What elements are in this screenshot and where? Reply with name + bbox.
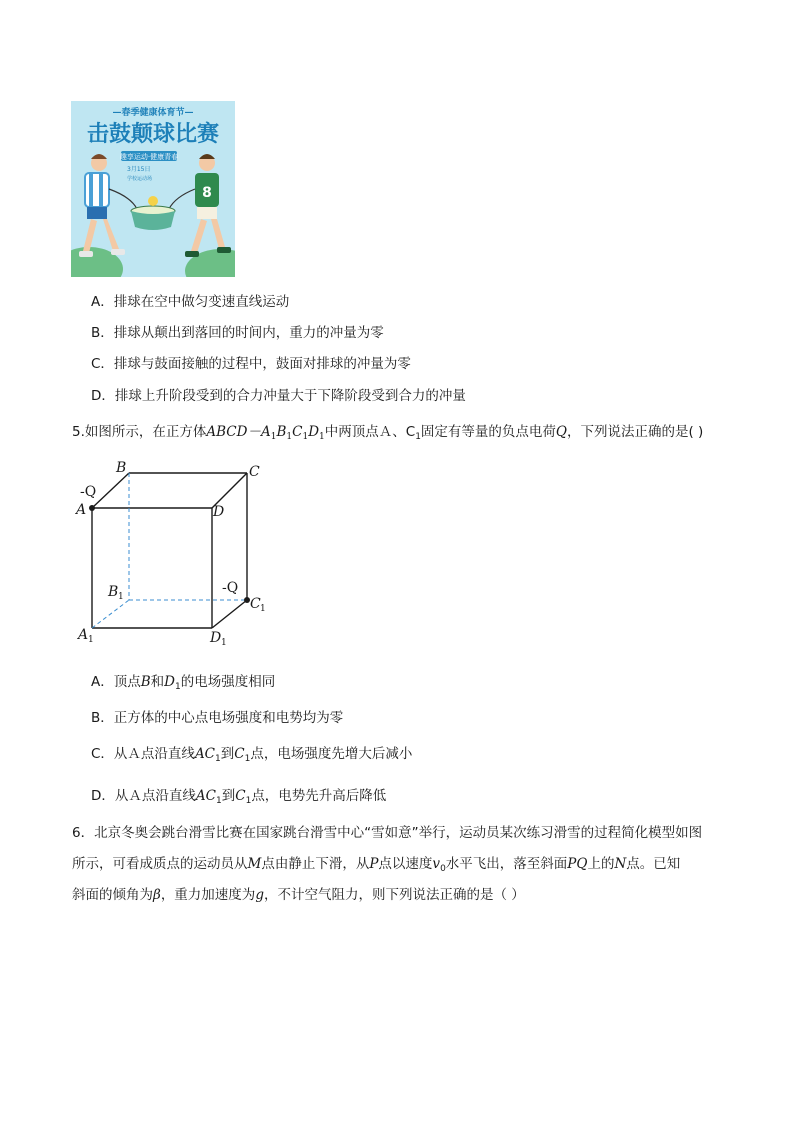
vertex-label-B1: B [108, 584, 119, 600]
jersey-number: 8 [202, 185, 212, 201]
q5-stem-text-d: ，下列说法正确的是( ) [567, 424, 704, 440]
vertex-label-C1-sub: 1 [260, 604, 266, 614]
poster-subtitle: —春季健康体育节— [112, 108, 194, 118]
charge-point-A [89, 505, 95, 511]
vertex-label-B: B [116, 460, 127, 476]
vertex-label-A1: A [78, 627, 89, 643]
edge-AB [92, 473, 129, 508]
q5-option-c: C．从Ａ点沿直线$AC_1$到$C_1$点，电场强度先增大后减小 [91, 746, 413, 764]
q6-line-1: 6．北京冬奥会跳台滑雪比赛在国家跳台滑雪中心“雪如意”举行，运动员某次练习滑雪的过程简化模型如图 [72, 825, 703, 841]
q5-stem-text-c: 固定有等量的负点电荷 [420, 424, 556, 440]
q4-option-a: A．排球在空中做匀变速直线运动 [91, 294, 290, 310]
charge-label-A: -Q [80, 484, 97, 500]
q5-stem-text-a: 5.如图所示，在正方体 [72, 424, 207, 440]
volleyball [148, 196, 158, 206]
q6-line-2: 所示，可看成质点的运动员从M点由静止下滑，从P点以速度$v_0$水平飞出，落至斜面PQ上的N点。已知 [72, 856, 681, 874]
q5-option-b: B．正方体的中心点电场强度和电势均为零 [91, 710, 344, 726]
poster-date: 3月15日 [127, 166, 151, 173]
vertex-label-C1: C [250, 596, 261, 612]
cube-diagram [72, 456, 272, 651]
q5-stem-q: Q [555, 424, 567, 440]
sports-poster-image [71, 101, 235, 277]
q5-option-d: D．从Ａ点沿直线$AC_1$到$C_1$点，电势先升高后降低 [91, 788, 387, 806]
q4-option-c: C．排球与鼓面接触的过程中，鼓面对排球的冲量为零 [91, 356, 411, 372]
poster-tagline: 趣享运动·健康青春 [119, 153, 179, 161]
q6-line-3: 斜面的倾角为β，重力加速度为g，不计空气阻力，则下列说法正确的是（ ） [72, 887, 525, 903]
q5-stem-cube: $ABCD-A_1B_1C_1D_1$ [206, 424, 325, 442]
poster-title: 击鼓颠球比赛 [86, 122, 220, 147]
poster-venue: 学校运动场 [127, 176, 153, 182]
vertex-label-D1: D [210, 630, 222, 646]
q5-stem-text-b: 中两顶点Ａ、C [324, 424, 416, 440]
vertex-label-A1-sub: 1 [88, 635, 94, 645]
q4-option-d: D．排球上升阶段受到的合力冲量大于下降阶段受到合力的冲量 [91, 388, 466, 404]
q5-stem: 5.如图所示，在正方体$ABCD-A_1B_1C_1D_1$中两顶点Ａ、$C_1$固定有等量的负点电荷Q，下列说法正确的是( ) [72, 424, 704, 442]
edge-A1B1-hidden [92, 600, 129, 628]
q5-option-a: A．顶点B和$D_1$的电场强度相同 [91, 674, 276, 692]
vertex-label-D: D [213, 504, 225, 520]
vertex-label-C: C [249, 464, 260, 480]
charge-label-C1: -Q [222, 580, 239, 596]
vertex-label-B1-sub: 1 [118, 592, 124, 602]
edge-DC [212, 473, 247, 508]
edge-D1C1 [212, 600, 247, 628]
vertex-label-D1-sub: 1 [221, 638, 227, 648]
vertex-label-A: A [76, 502, 87, 518]
q4-option-b: B．排球从颠出到落回的时间内，重力的冲量为零 [91, 325, 384, 341]
